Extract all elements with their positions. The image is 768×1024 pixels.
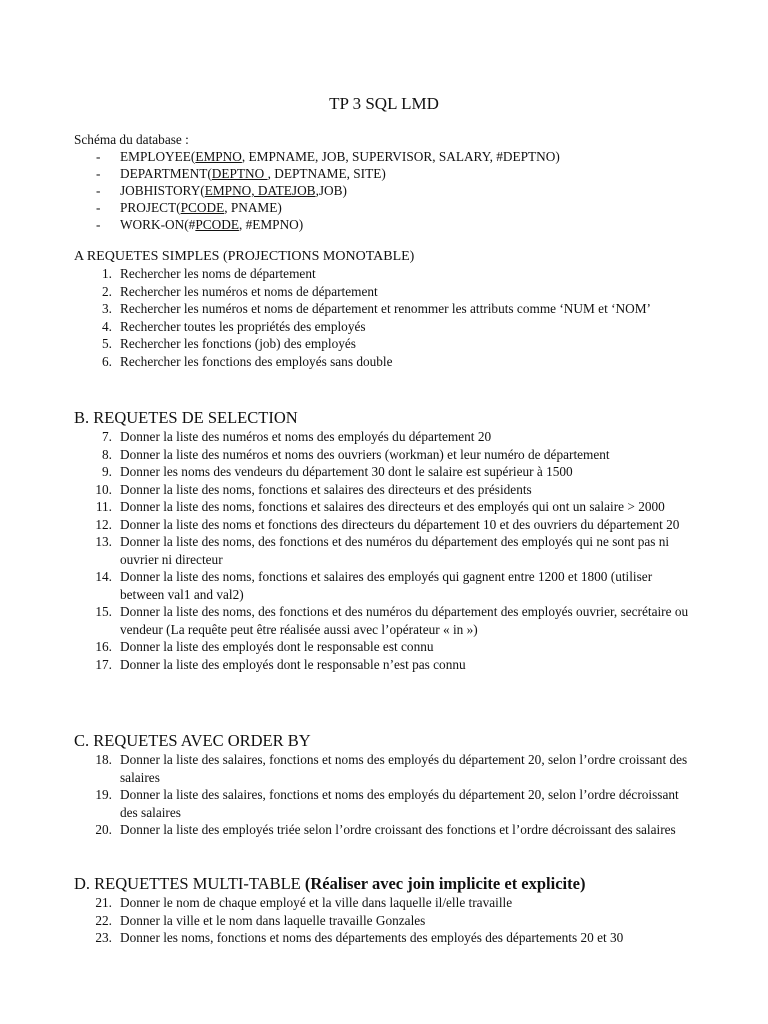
list-item: 2. Rechercher les numéros et noms de département (102, 283, 378, 299)
list-item: 4. Rechercher toutes les propriétés des employés (102, 318, 366, 334)
list-item: 14. Donner la liste des noms, fonctions et salaires des employés qui gagnent entre 1200 et 1800 (utiliser between val1 and val2) (95, 569, 653, 602)
list-item: 19. Donner la liste des salaires, fonctions et noms des employés du département 20, selon l’ordre décroissant des salaires (95, 787, 679, 820)
list-item: 8. Donner la liste des numéros et noms des ouvriers (workman) et leur numéro de département (102, 446, 610, 462)
primary-key: EMPNO (195, 149, 242, 164)
list-item: 5. Rechercher les fonctions (job) des employés (102, 336, 356, 351)
list-item: 9. Donner les noms des vendeurs du département 30 dont le salaire est supérieur à 1500 (102, 464, 573, 479)
list-item: 12. Donner la liste des noms et fonctions des directeurs du département 10 et des ouvriers du département 20 (95, 516, 680, 532)
list-item: 3. Rechercher les numéros et noms de département et renommer les attributs comme ‘NUM et ‘NOM’ (102, 301, 651, 316)
schema-table-jobhistory: - JOBHISTORY(EMPNO, DATEJOB,JOB) (96, 183, 347, 198)
schema-table-list (74, 148, 560, 233)
section-title-note: (Réaliser avec join implicite et explicite) (304, 874, 586, 893)
section-order-by-queries (74, 731, 694, 839)
question-list (74, 894, 694, 947)
document-title: TP 3 SQL LMD (329, 94, 439, 113)
section-selection-queries (74, 408, 694, 673)
list-item: 18. Donner la liste des salaires, fonctions et noms des employés du département 20, selon l’ordre croissant des salaires (95, 752, 688, 785)
section-simple-queries (74, 248, 694, 370)
list-item: 11. Donner la liste des noms, fonctions et salaires des directeurs et des employés qui ont un salaire > 2000 (95, 499, 665, 514)
schema-table-employee: - EMPLOYEE(EMPNO, EMPNAME, JOB, SUPERVISOR, SALARY, #DEPTNO) (96, 149, 560, 164)
section-title: A REQUETES SIMPLES (PROJECTIONS MONOTABLE) (74, 249, 415, 264)
schema-table-project: - PROJECT(PCODE, PNAME) (96, 200, 282, 215)
list-item: 10. Donner la liste des noms, fonctions et salaires des directeurs et des présidents (95, 481, 532, 497)
list-item: 22. Donner la ville et le nom dans laquelle travaille Gonzales (95, 912, 426, 928)
section-title: B. REQUETES DE SELECTION (74, 408, 298, 427)
list-item: 7. Donner la liste des numéros et noms des employés du département 20 (102, 429, 492, 444)
schema-block (74, 131, 560, 233)
list-item: 21. Donner le nom de chaque employé et la ville dans laquelle il/elle travaille (95, 895, 513, 910)
section-title: D. REQUETTES MULTI-TABLE (Réaliser avec join implicite et explicite) (74, 874, 586, 893)
primary-key: DEPTNO (211, 166, 268, 181)
schema-table-work-on: - WORK-ON(#PCODE, #EMPNO) (96, 217, 304, 232)
question-list (74, 265, 694, 370)
list-item: 15. Donner la liste des noms, des fonctions et des numéros du département des employés ouvrier, secrétaire ou vendeur (La requête peut être réalisée aussi avec l’opérateur « in ») (95, 604, 689, 637)
question-list (74, 751, 694, 839)
list-item: 17. Donner la liste des employés dont le responsable n’est pas connu (95, 656, 466, 672)
list-item: 23. Donner les noms, fonctions et noms des départements des employés des départements 20 et 30 (95, 930, 624, 945)
list-item: 16. Donner la liste des employés dont le responsable est connu (95, 639, 434, 654)
section-title: C. REQUETES AVEC ORDER BY (74, 731, 311, 750)
list-item: 1. Rechercher les noms de département (102, 266, 316, 281)
primary-key: EMPNO, DATEJOB (204, 183, 316, 198)
schema-table-department: - DEPARTMENT(DEPTNO , DEPTNAME, SITE) (96, 166, 386, 181)
primary-key: PCODE (180, 200, 225, 215)
primary-key: PCODE (195, 217, 239, 232)
schema-heading: Schéma du database : (74, 132, 189, 147)
section-multi-table-queries (74, 874, 694, 947)
question-list (74, 428, 694, 673)
list-item: 13. Donner la liste des noms, des fonctions et des numéros du département des employés qui ne sont pas ni ouvrier ni directeur (95, 534, 670, 567)
list-item: 20. Donner la liste des employés triée selon l’ordre croissant des fonctions et l’ordre décroissant des salaires (95, 822, 676, 837)
list-item: 6. Rechercher les fonctions des employés sans double (102, 353, 393, 369)
